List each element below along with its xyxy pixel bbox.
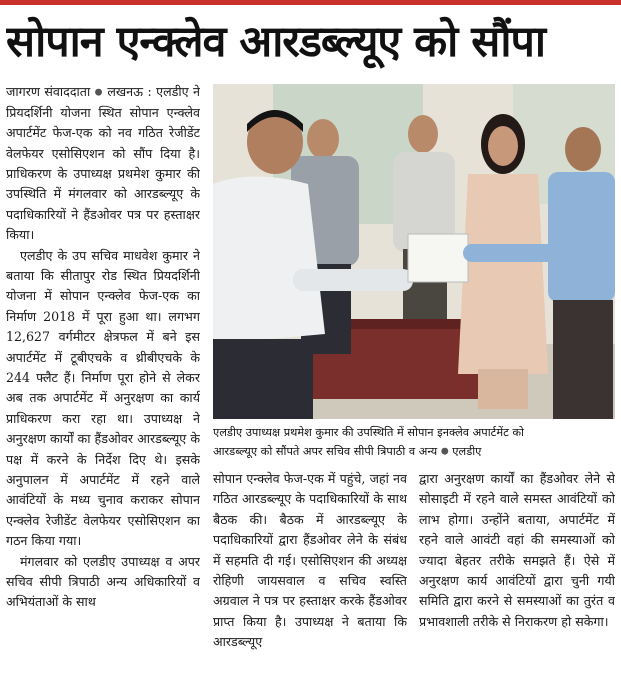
article-paragraph: सोपान एन्क्लेव फेज-एक में पहुंचे, जहां नव गठित आरडब्ल्यूए के पदाधिकारियों के साथ बैठक की। बैठक में आरडब्ल्यूए के पदाधिकारियों द्वारा हैंडओवर लेने के संबंध में सहमति दी गई। एसोसिएशन की अध्यक्ष रोहिणी जायसवाल व सचिव स्वस्ति अग्रवाल ने पत्र पर हस्ताक्षर करके हैंडओवर प्राप्त किया है। उपाध्यक्ष ने बताया कि आरडब्ल्यूए — [213, 471, 407, 650]
headline: सोपान एन्क्लेव आरडब्ल्यूए को सौंपा — [6, 17, 546, 67]
article-paragraph: मंगलवार को एलडीए उपाध्यक्ष व अपर सचिव सीपी त्रिपाठी अन्य अधिकारियों व अभियंताओं के साथ — [6, 553, 200, 610]
photo-person-legs — [213, 339, 313, 419]
photo-person-legs — [553, 300, 613, 419]
photo-person-body — [548, 172, 615, 302]
photo-person-arm — [293, 269, 413, 291]
caption-line-2 — [213, 442, 615, 462]
masthead-rule — [0, 0, 621, 5]
photo-person-legs — [478, 369, 528, 409]
article-column-2 — [213, 469, 407, 672]
dateline-source: जागरण संवाददाता — [6, 84, 91, 99]
article-column-3 — [419, 469, 615, 672]
article-paragraph — [6, 82, 200, 246]
photo-person-arm — [463, 244, 563, 262]
photo-person-head — [565, 127, 601, 171]
photo-caption — [213, 423, 615, 463]
caption-text: आरडब्ल्यूए को सौंपते अपर सचिव सीपी त्रिपाठी व अन्य — [213, 445, 438, 458]
caption-credit: एलडीए — [452, 445, 482, 458]
caption-bullet-icon: ● — [440, 446, 449, 457]
photo-person-head — [488, 126, 518, 166]
photo-person-body — [213, 177, 325, 345]
article-text: एलडीए ने प्रियदर्शिनी योजना स्थित सोपान एन्क्लेव अपार्टमेंट फेज-एक को नव गठित रेजीडेंट वेलफेयर एसोसिएशन को सौंप दिया है। प्राधिकरण के उपाध्यक्ष प्रथमेश कुमार की उपस्थिति में मंगलवार को आरडब्ल्यूए के पदाधिकारियों ने हैंडओवर पत्र पर हस्ताक्षर किया। — [6, 84, 200, 243]
photo-handover-letter — [408, 234, 468, 282]
photo-person-body — [458, 174, 548, 374]
article-column-1 — [6, 82, 200, 672]
dateline-bullet-icon: ● — [94, 87, 103, 98]
article-paragraph: एलडीए के उप सचिव माधवेश कुमार ने बताया कि सीतापुर रोड स्थित प्रियदर्शिनी योजना में सोपान एन्क्लेव फेज-एक का निर्माण 2018 में पूरा हुआ था। लगभग 12,627 वर्गमीटर क्षेत्रफल में बने इस अपार्टमेंट में टूबीएचके व थ्रीबीएचके के 244 फ्लैट हैं। निर्माण पूरा होने से लेकर अब तक अपार्टमेंट में अनुरक्षण का कार्य प्राधिकरण करा रहा था। उपाध्यक्ष ने अनुरक्षण कार्यों का हैंडओवर आरडब्ल्यूए के पक्ष में करने के निर्देश दिए थे। इसके अनुपालन में अपार्टमेंट में रहने वाले आवंटियों के मध्य चुनाव कराकर सोपान एन्क्लेव रेजीडेंट वेलफेयर एसोसिएशन का गठन किया गया। — [6, 247, 200, 549]
photo-person-head — [408, 115, 438, 153]
news-photo-illustration — [213, 84, 615, 419]
news-photo — [213, 84, 615, 419]
dateline-city: लखनऊ : — [107, 84, 152, 99]
photo-person-head — [307, 119, 339, 159]
article-paragraph: द्वारा अनुरक्षण कार्यों का हैंडओवर लेने से सोसाइटी में रहने वाले समस्त आवंटियों को लाभ होगा। उन्होंने बताया, अपार्टमेंट में रहने वाले आवंटी वहां की समस्याओं को ज्यादा बेहतर तरीके समझते हैं। ऐसे में अनुरक्षण कार्य आवंटियों द्वारा चुनी गयी समिति द्वारा करने से समस्याओं का तुरंत व प्रभावशाली तरीके से निराकरण हो सकेगा। — [419, 471, 615, 629]
caption-line-1: एलडीए उपाध्यक्ष प्रथमेश कुमार की उपस्थिति में सोपान इनक्लेव अपार्टमेंट को — [213, 426, 524, 439]
